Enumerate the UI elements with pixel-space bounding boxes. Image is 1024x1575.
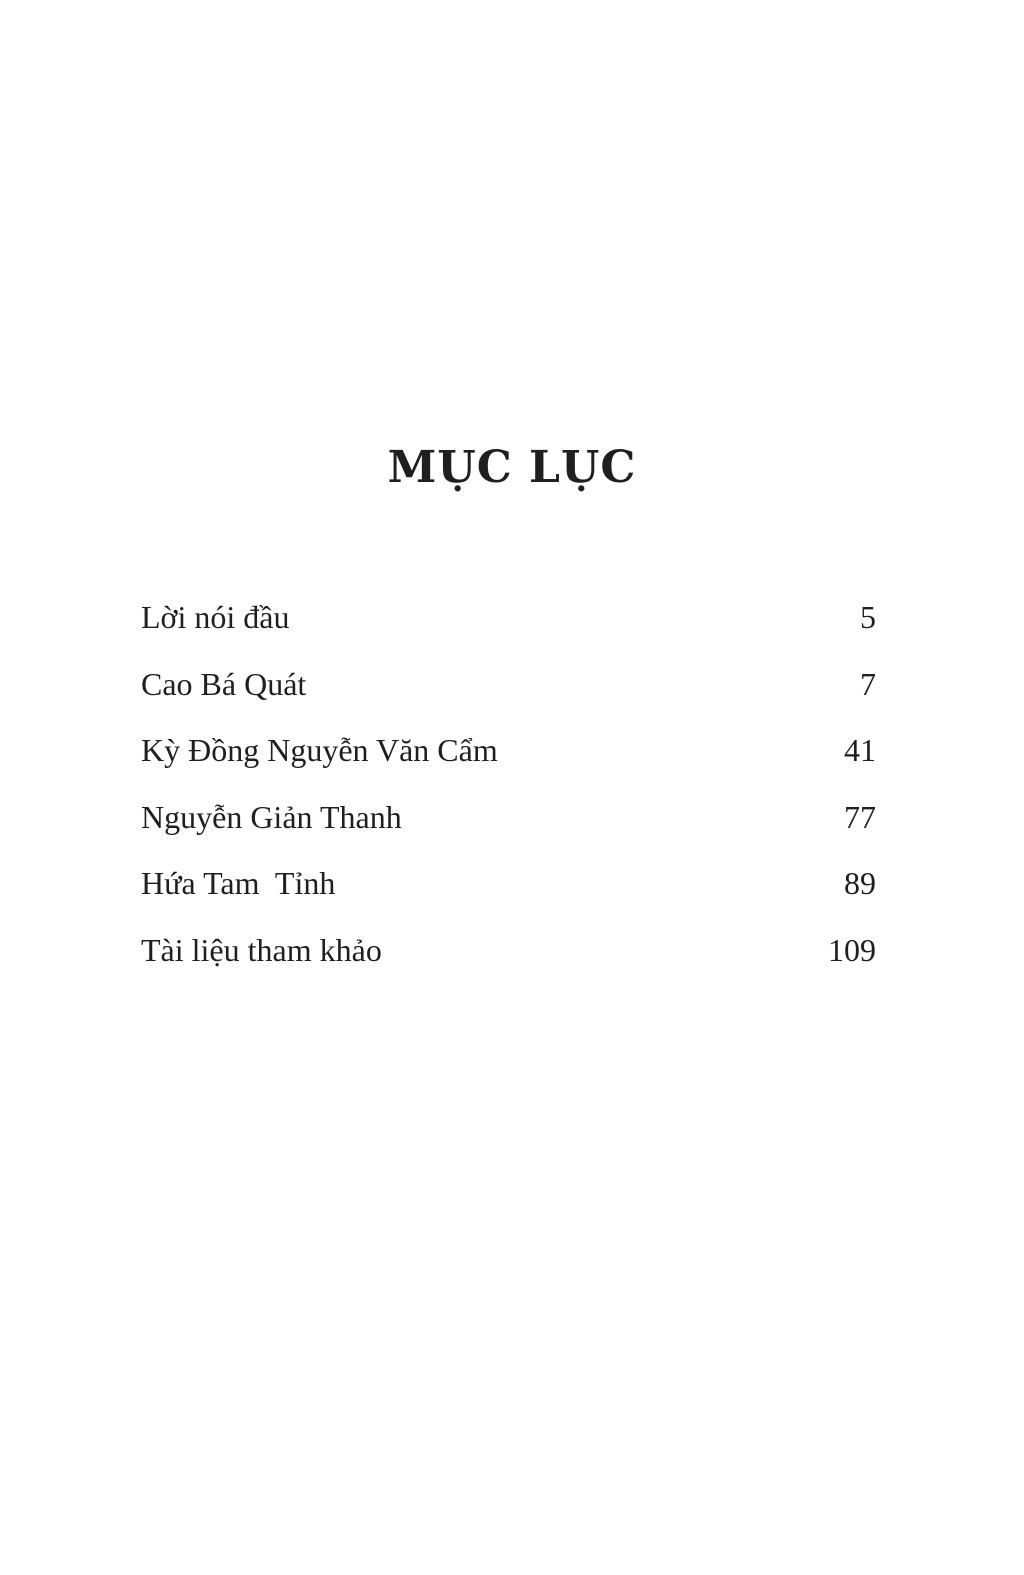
toc-entry-label: Nguyễn Giản Thanh (141, 798, 402, 835)
toc-entry (141, 858, 876, 925)
toc-entry (141, 592, 876, 659)
toc-entry-label: Lời nói đầu (141, 599, 290, 635)
toc-entry-label: Hứa Tam Tỉnh (141, 865, 336, 901)
toc-entry-page-number: 41 (844, 732, 876, 768)
toc-entry-page-number: 5 (860, 599, 876, 635)
toc-entry-label: Cao Bá Quát (141, 665, 307, 702)
toc-entry (141, 725, 876, 792)
toc-entry-page-number: 109 (828, 931, 876, 968)
toc-entry (141, 659, 876, 726)
toc-entry (141, 925, 876, 992)
page-title: MỤC LỤC (387, 442, 637, 493)
toc-entry-page-number: 77 (844, 798, 876, 835)
toc-entry-page-number: 7 (860, 665, 876, 702)
table-of-contents (141, 592, 876, 991)
toc-entry (141, 792, 876, 859)
toc-entry-label: Kỳ Đồng Nguyễn Văn Cẩm (141, 732, 498, 768)
toc-entry-label: Tài liệu tham khảo (141, 931, 382, 968)
toc-entry-page-number: 89 (844, 865, 876, 901)
